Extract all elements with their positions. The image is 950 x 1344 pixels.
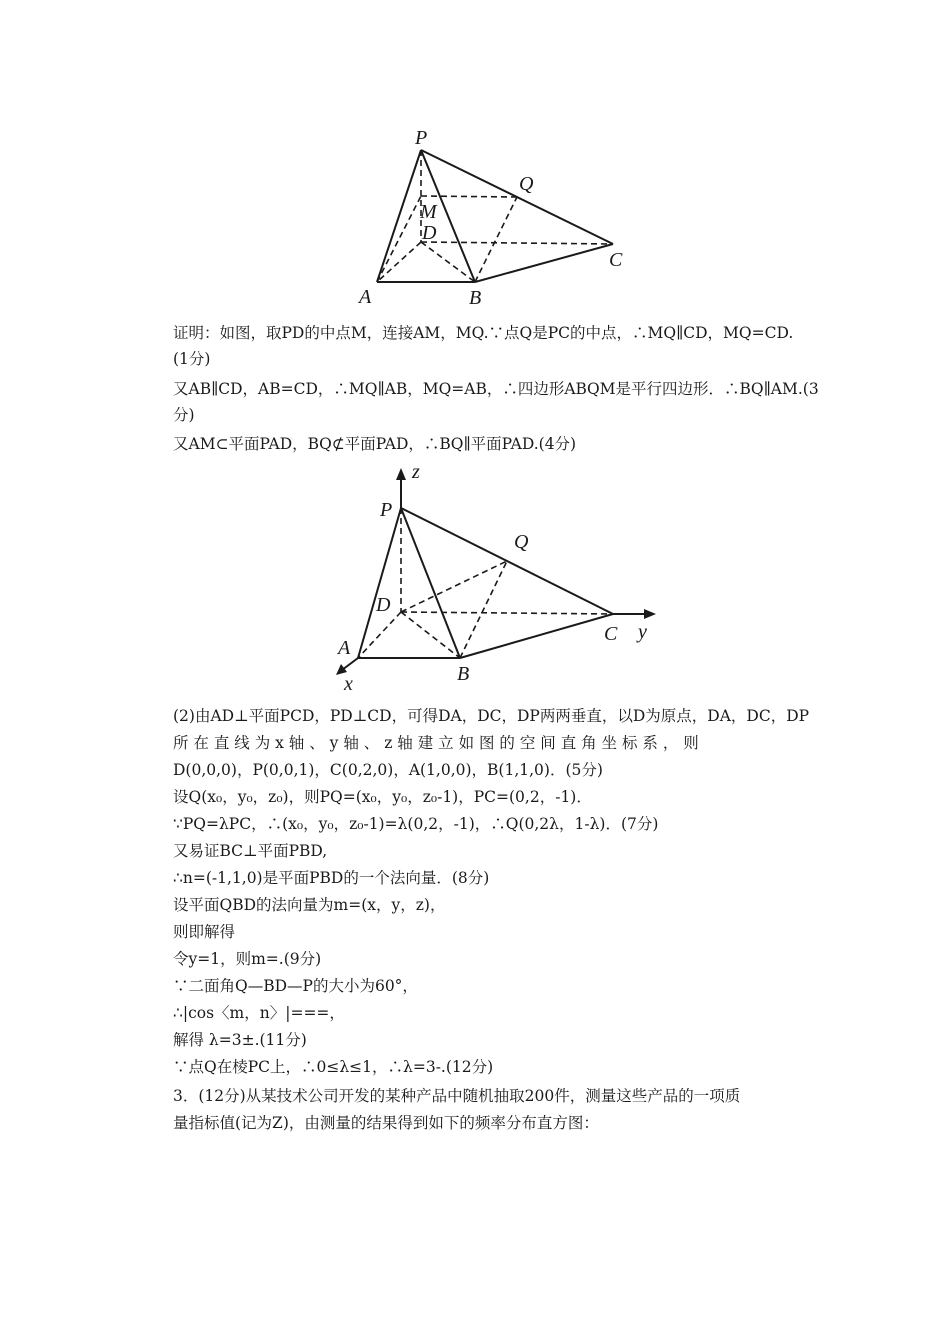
edge-PB xyxy=(401,508,460,658)
label-P: P xyxy=(380,499,393,521)
label-y: y xyxy=(638,621,647,643)
edge-DC xyxy=(401,612,613,614)
edge-BC xyxy=(475,244,613,282)
y-axis-arrow xyxy=(644,609,656,619)
coordinate-figure-2-svg xyxy=(330,458,670,693)
problem-3-line-1: 3．(12分)从某技术公司开发的某种产品中随机抽取200件，测量这些产品的一项质 xyxy=(173,1087,741,1105)
label-Q: Q xyxy=(519,173,534,195)
proof-line-3: 又AM⊂平面PAD，BQ⊄平面PAD，∴BQ∥平面PAD.(4分) xyxy=(173,435,577,453)
solution-line-11: 解得 λ=3±.(11分) xyxy=(173,1031,307,1049)
label-D: D xyxy=(376,594,391,616)
label-B: B xyxy=(469,287,482,309)
proof-line-1-cont: (1分) xyxy=(173,350,211,368)
label-A: A xyxy=(338,637,351,659)
label-C: C xyxy=(604,623,618,645)
label-P: P xyxy=(415,127,428,149)
segment-DQ xyxy=(401,561,507,612)
pyramid-figure-1 xyxy=(355,122,635,312)
edge-PA xyxy=(377,150,421,282)
z-axis-arrow xyxy=(396,468,406,480)
label-B: B xyxy=(457,663,470,685)
edge-BC xyxy=(460,614,613,658)
proof-line-2-cont: 分) xyxy=(173,406,195,424)
solution-line-7: 则即解得 xyxy=(173,923,236,941)
label-x: x xyxy=(344,673,353,693)
label-M: M xyxy=(420,201,437,223)
label-Q: Q xyxy=(514,531,529,553)
solution-line-9: ∵二面角Q—BD—P的大小为60°， xyxy=(173,977,418,995)
segment-AM xyxy=(377,196,421,282)
proof-line-2: 又AB∥CD，AB=CD，∴MQ∥AB，MQ=AB，∴四边形ABQM是平行四边形．∴BQ∥AM.(3 xyxy=(173,380,819,398)
solution-line-4: 又易证BC⊥平面PBD, xyxy=(173,842,328,860)
label-D: D xyxy=(422,222,437,244)
segment-BQ xyxy=(460,561,507,658)
label-C: C xyxy=(609,249,623,271)
coordinate-figure-2 xyxy=(330,458,670,693)
label-A: A xyxy=(359,286,372,308)
solution-line-12: ∵点Q在棱PC上，∴0≤λ≤1，∴λ=3-.(12分) xyxy=(173,1058,494,1076)
segment-BQ xyxy=(475,197,517,282)
pyramid-figure-1-svg xyxy=(355,122,635,312)
label-z: z xyxy=(412,461,420,483)
edge-DC xyxy=(421,242,613,244)
edge-PC xyxy=(401,508,613,614)
solution-line-2: 设Q(x₀，y₀，z₀)，则PQ=(x₀，y₀，z₀-1)，PC=(0,2，-1)． xyxy=(173,788,592,806)
solution-line-3: ∵PQ=λPC，∴(x₀，y₀，z₀-1)=λ(0,2，-1)，∴Q(0,2λ，1-λ)．(7分) xyxy=(173,815,659,833)
segment-MQ xyxy=(421,196,517,197)
solution-line-6: 设平面QBD的法向量为m=(x，y，z)， xyxy=(173,896,446,914)
x-axis xyxy=(342,658,358,670)
problem-3-line-2: 量指标值(记为Z)，由测量的结果得到如下的频率分布直方图： xyxy=(173,1114,599,1132)
solution-line-8: 令y=1，则m=.(9分) xyxy=(173,950,322,968)
solution-line-5: ∴n=(-1,1,0)是平面PBD的一个法向量．(8分) xyxy=(173,869,490,887)
solution-line-1-cont-a: 所 在 直 线 为 x 轴 、 y 轴 、 z 轴 建 立 如 图 的 空 间 直 角 坐 标 系 ， 则 xyxy=(173,734,699,752)
solution-line-1-cont-b: D(0,0,0)，P(0,0,1)，C(0,2,0)，A(1,0,0)，B(1,1,0)．(5分) xyxy=(173,761,603,779)
proof-line-1: 证明：如图，取PD的中点M，连接AM，MQ.∵点Q是PC的中点，∴MQ∥CD，MQ=CD. xyxy=(173,324,794,342)
solution-line-10: ∴|cos〈m，n〉|===， xyxy=(173,1004,345,1022)
solution-line-1: (2)由AD⊥平面PCD，PD⊥CD，可得DA，DC，DP两两垂直，以D为原点，DA，DC，DP xyxy=(173,707,810,725)
